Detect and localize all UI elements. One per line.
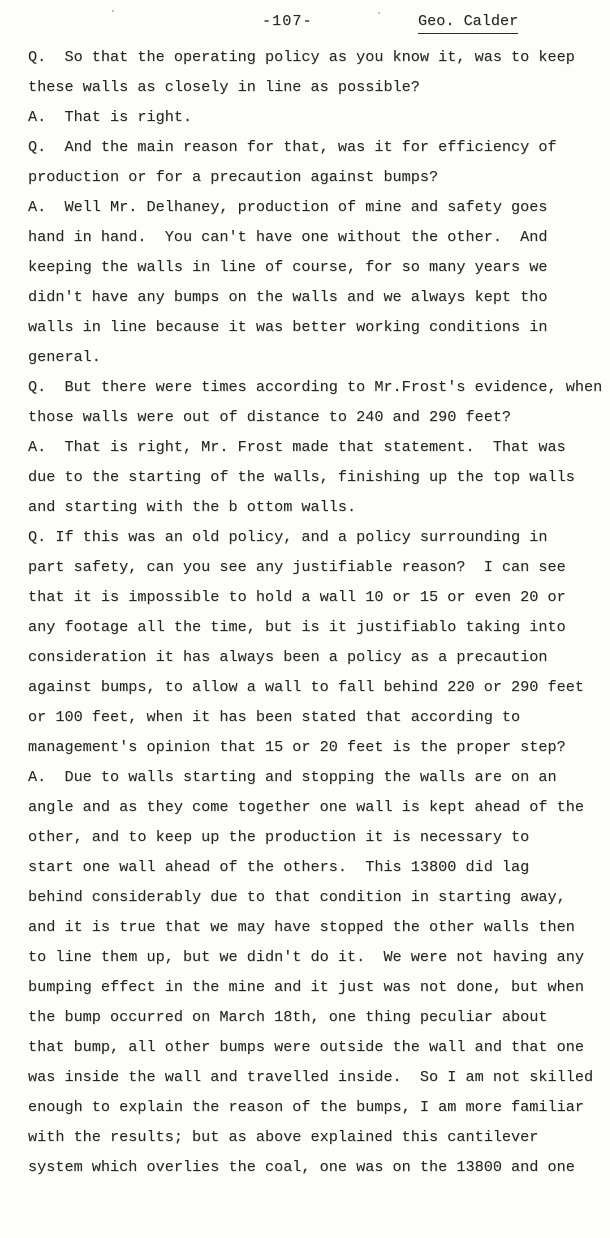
transcript-line: keeping the walls in line of course, for so many years we bbox=[28, 258, 548, 276]
transcript-line: production or for a precaution against bumps? bbox=[28, 168, 439, 186]
transcript-line: those walls were out of distance to 240 and 290 feet? bbox=[28, 408, 512, 426]
transcript-line: Q. And the main reason for that, was it for efficiency of bbox=[28, 138, 557, 156]
transcript-line: start one wall ahead of the others. This 13800 did lag bbox=[28, 858, 530, 876]
page-header bbox=[0, 0, 610, 42]
transcript-line: with the results; but as above explained this cantilever bbox=[28, 1128, 539, 1146]
transcript-line: and starting with the b ottom walls. bbox=[28, 498, 357, 516]
transcript-line: A. Due to walls starting and stopping the walls are on an bbox=[28, 768, 557, 786]
transcript-line: part safety, can you see any justifiable reason? I can see bbox=[28, 558, 566, 576]
transcript-line: due to the starting of the walls, finishing up the top walls bbox=[28, 468, 575, 486]
transcript-line: Q. If this was an old policy, and a policy surrounding in bbox=[28, 528, 548, 546]
transcript-line: system which overlies the coal, one was on the 13800 and one bbox=[28, 1158, 575, 1176]
transcript-line: to line them up, but we didn't do it. We were not having any bbox=[28, 948, 584, 966]
transcript-line: didn't have any bumps on the walls and we always kept tho bbox=[28, 288, 548, 306]
transcript-line: A. Well Mr. Delhaney, production of mine and safety goes bbox=[28, 198, 548, 216]
transcript-line: walls in line because it was better working conditions in bbox=[28, 318, 548, 336]
transcript-line: the bump occurred on March 18th, one thing peculiar about bbox=[28, 1008, 548, 1026]
transcript-line: or 100 feet, when it has been stated that according to bbox=[28, 708, 521, 726]
transcript-line: angle and as they come together one wall is kept ahead of the bbox=[28, 798, 584, 816]
transcript-line: and it is true that we may have stopped the other walls then bbox=[28, 918, 575, 936]
transcript-line: consideration it has always been a policy as a precaution bbox=[28, 648, 548, 666]
transcript-line: these walls as closely in line as possible? bbox=[28, 78, 420, 96]
transcript-line: management's opinion that 15 or 20 feet is the proper step? bbox=[28, 738, 566, 756]
transcript-line: other, and to keep up the production it is necessary to bbox=[28, 828, 530, 846]
witness-name: Geo. Calder bbox=[418, 12, 518, 34]
transcript-line: general. bbox=[28, 348, 101, 366]
transcript-line: that bump, all other bumps were outside the wall and that one bbox=[28, 1038, 584, 1056]
transcript-line: Q. So that the operating policy as you know it, was to keep bbox=[28, 48, 575, 66]
page-number: -107- bbox=[262, 12, 313, 30]
transcript-line: was inside the wall and travelled inside. So I am not skilled bbox=[28, 1068, 594, 1086]
transcript-line: any footage all the time, but is it justifiablo taking into bbox=[28, 618, 566, 636]
transcript-line: enough to explain the reason of the bumps, I am more familiar bbox=[28, 1098, 584, 1116]
transcript-line: behind considerably due to that condition in starting away, bbox=[28, 888, 566, 906]
transcript-line: A. That is right. bbox=[28, 108, 193, 126]
transcript-line: that it is impossible to hold a wall 10 or 15 or even 20 or bbox=[28, 588, 566, 606]
transcript-body bbox=[28, 42, 610, 1182]
transcript-line: A. That is right, Mr. Frost made that statement. That was bbox=[28, 438, 566, 456]
transcript-line: Q. But there were times according to Mr.Frost's evidence, when bbox=[28, 378, 603, 396]
transcript-line: hand in hand. You can't have one without the other. And bbox=[28, 228, 548, 246]
transcript-line: against bumps, to allow a wall to fall behind 220 or 290 feet bbox=[28, 678, 584, 696]
transcript-line: bumping effect in the mine and it just was not done, but when bbox=[28, 978, 584, 996]
